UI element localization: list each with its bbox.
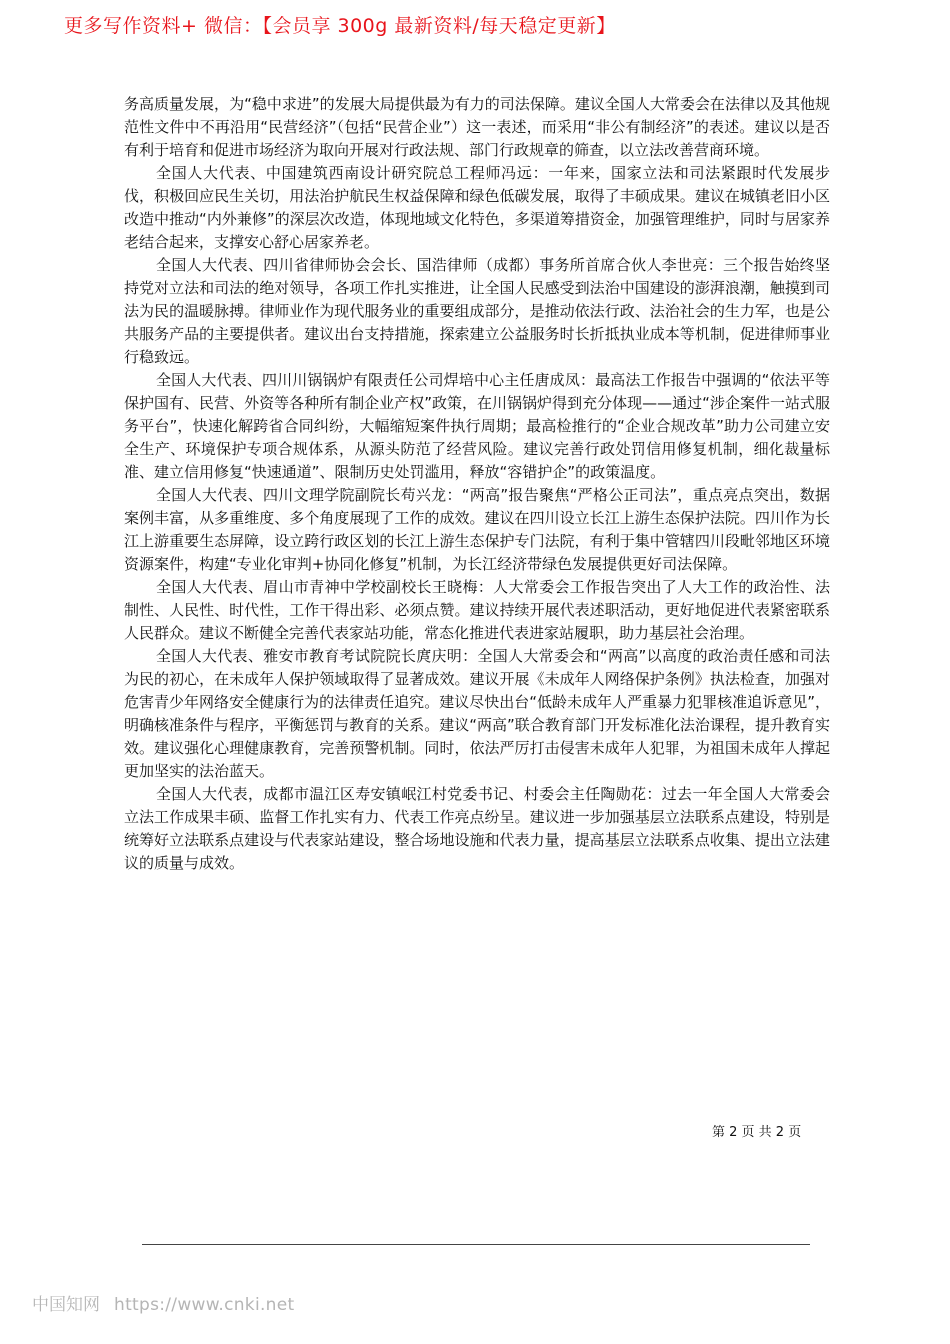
paragraph-li-shiliang: 全国人大代表、四川省律师协会会长、国浩律师（成都）事务所首席合伙人李世亮：三个报告始终坚持党对立法和司法的绝对领导，各项工作扎实推进，让全国人民感受到法治中国建设的澎湃浪潮，触摸到司法为民的温暖脉搏。律师业作为现代服务业的重要组成部分，是推动依法行政、法治社会的生力军，也是公共服务产品的主要提供者。建议出台支持措施，探索建立公益服务时长折抵执业成本等机制，促进律师事业行稳致远。 bbox=[124, 256, 830, 366]
promo-banner: 更多写作资料+ 微信：【会员享 300g 最新资料/每天稳定更新】 bbox=[64, 15, 616, 37]
page-number: 第 2 页 共 2 页 bbox=[712, 1125, 802, 1140]
article-body bbox=[124, 93, 830, 875]
footer-divider bbox=[142, 1244, 810, 1245]
watermark-url: https://www.cnki.net bbox=[114, 1295, 295, 1315]
paragraph-wang-xiaomei: 全国人大代表、眉山市青神中学校副校长王晓梅：人大常委会工作报告突出了人大工作的政治性、法制性、人民性、时代性，工作干得出彩、必须点赞。建议持续开展代表述职活动，更好地促进代表紧密联系人民群众。建议不断健全完善代表家站功能，常态化推进代表进家站履职，助力基层社会治理。 bbox=[124, 578, 830, 642]
paragraph-tao-xunhua: 全国人大代表，成都市温江区寿安镇岷江村党委书记、村委会主任陶勋花：过去一年全国人大常委会立法工作成果丰硕、监督工作扎实有力、代表工作亮点纷呈。建议进一步加强基层立法联系点建设，特别是统筹好立法联系点建设与代表家站建设，整合场地设施和代表力量，提高基层立法联系点收集、提出立法建议的质量与成效。 bbox=[124, 785, 830, 872]
paragraph-continuation: 务高质量发展，为“稳中求进”的发展大局提供最为有力的司法保障。建议全国人大常委会在法律以及其他规范性文件中不再沿用“民营经济”（包括“民营企业”）这一表述，而采用“非公有制经济”的表述。建议以是否有利于培育和促进市场经济为取向开展对行政法规、部门行政规章的筛查，以立法改善营商环境。 bbox=[124, 95, 831, 159]
paragraph-tuo-qingming: 全国人大代表、雅安市教育考试院院长庹庆明：全国人大常委会和“两高”以高度的政治责任感和司法为民的初心，在未成年人保护领域取得了显著成效。建议开展《未成年人网络保护条例》执法检查，加强对危害青少年网络安全健康行为的法律责任追究。建议尽快出台“低龄未成年人严重暴力犯罪核准追诉意见”，明确核准条件与程序，平衡惩罚与教育的关系。建议“两高”联合教育部门开发标准化法治课程，提升教育实效。建议强化心理健康教育，完善预警机制。同时，依法严厉打击侵害未成年人犯罪，为祖国未成年人撑起更加坚实的法治蓝天。 bbox=[124, 647, 831, 780]
watermark-brand: 中国知网 bbox=[32, 1295, 100, 1315]
paragraph-gou-xinglong: 全国人大代表、四川文理学院副院长苟兴龙：“两高”报告聚焦“严格公正司法”，重点亮点突出，数据案例丰富，从多重维度、多个角度展现了工作的成效。建议在四川设立长江上游生态保护法院。四川作为长江上游重要生态屏障，设立跨行政区划的长江上游生态保护专门法院，有利于集中管辖四川段毗邻地区环境资源案件，构建“专业化审判+协同化修复”机制，为长江经济带绿色发展提供更好司法保障。 bbox=[124, 486, 830, 573]
paragraph-feng-yuan: 全国人大代表、中国建筑西南设计研究院总工程师冯远：一年来，国家立法和司法紧跟时代发展步伐，积极回应民生关切，用法治护航民生权益保障和绿色低碳发展，取得了丰硕成果。建议在城镇老旧小区改造中推动“内外兼修”的深层次改造，体现地域文化特色，多渠道筹措资金，加强管理维护，同时与居家养老结合起来，支撑安心舒心居家养老。 bbox=[124, 164, 830, 251]
paragraph-tang-chengfeng: 全国人大代表、四川川锅锅炉有限责任公司焊培中心主任唐成凤：最高法工作报告中强调的“依法平等保护国有、民营、外资等各种所有制企业产权”政策，在川锅锅炉得到充分体现——通过“涉企案件一站式服务平台”，快速化解跨省合同纠纷，大幅缩短案件执行周期；最高检推行的“企业合规改革”助力公司建立安全生产、环境保护专项合规体系，从源头防范了经营风险。建议完善行政处罚信用修复机制，细化裁量标准、建立信用修复“快速通道”、限制历史处罚滥用，释放“容错护企”的政策温度。 bbox=[124, 371, 830, 481]
cnki-watermark bbox=[32, 1293, 294, 1317]
